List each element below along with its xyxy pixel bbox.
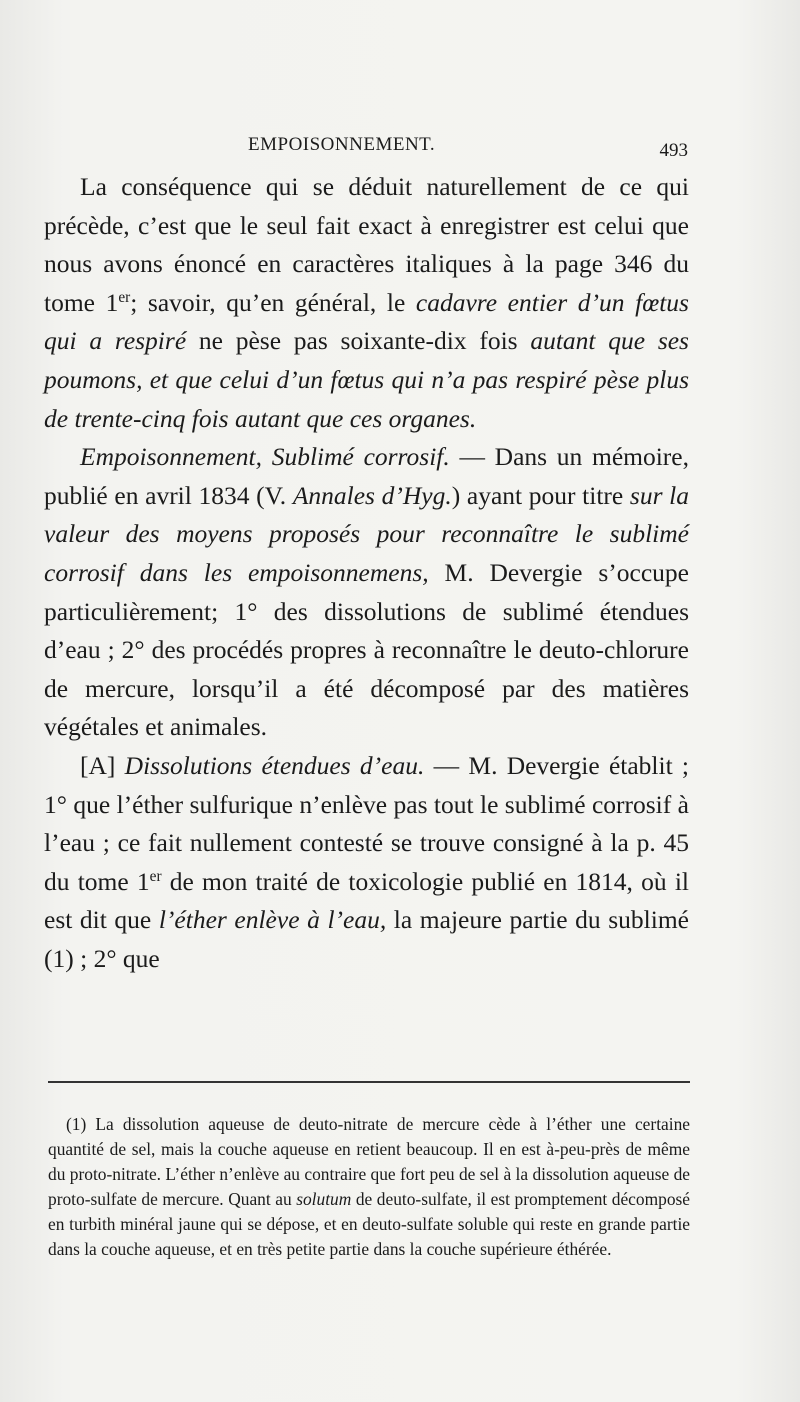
superscript: er [149,867,162,885]
italic-run: autant que ses poumons, et que celui d’un fœtus qui n’a pas respiré pèse plus de trente-cinq fois autant que ces organes. [44,326,689,433]
paragraph-sublime-corrosif [44,438,689,747]
text-run: M. Devergie s’occupe particulièrement; 1° des dissolutions de sublimé étendues d’eau ; 2° des procédés propres à reconnaître le deuto-chlorure de mercure, lorsqu’il a été décomposé par des matières végétales et animales. [44,557,689,742]
italic-run: solutum [296,1189,352,1209]
text-run: — Dans un mémoire, publié en avril 1834 (V. [44,442,689,510]
text-run: ne pèse pas soixante-dix fois [186,326,531,356]
footnote [48,1112,690,1262]
paragraph-conclusion [44,168,689,438]
page-header [48,132,688,164]
body-text [44,168,689,978]
text-run: La conséquence qui se déduit naturellement de ce qui précède, c’est que le seul fait exact à enregistrer est celui que nous avons énoncé en caractères italiques à la page 346 du tome 1 [44,172,689,317]
text-run: de mon traité de toxicologie publié en 1814, où il est dit que [44,866,689,935]
italic-run: cadavre entier d’un fœtus qui a respiré [44,287,689,356]
running-title: EMPOISONNEMENT. [248,134,436,155]
footnote-separator [48,1081,690,1083]
text-run: ) ayant pour titre [451,480,630,510]
section-marker: [A] [80,750,125,780]
italic-run: Annales d’Hyg. [292,480,452,510]
paragraph-dissolutions [44,747,689,979]
footnote-text [48,1112,690,1262]
italic-run: l’éther enlève à l’eau, [158,905,387,935]
page-number: 493 [659,140,688,161]
superscript: er [118,288,131,306]
text-run: la majeure partie du sublimé (1) ; 2° que [44,905,689,973]
text-run: (1) La dissolution aqueuse de deuto-nitrate de mercure cède à l’éther une certaine quantité de sel, mais la couche aqueuse en retient beaucoup. Il en est à-peu-près de même du proto-nitrate. L’éther n’enlève au contraire que fort peu de sel à la dissolution aqueuse de proto-sulfate de mercure. Quant au [48,1114,690,1209]
section-heading: Dissolutions étendues d’eau. [124,750,425,780]
text-run: de deuto-sulfate, il est promptement décomposé en turbith minéral jaune qui se dépose, et en deuto-sulfate soluble qui reste en grande partie dans la couche aqueuse, et en très petite partie dans la couche supérieure éthérée. [48,1189,691,1259]
text-run: — M. Devergie établit ; 1° que l’éther sulfurique n’enlève pas tout le sublimé corrosif à l’eau ; ce fait nullement contesté se trouve consigné à la p. 45 du tome 1 [44,750,690,896]
section-heading: Empoisonnement, Sublimé corrosif. [80,442,450,472]
italic-run: sur la valeur des moyens proposés pour reconnaître le sublimé corrosif dans les empoisonnemens, [44,480,689,587]
text-run: ; savoir, qu’en général, le [130,287,416,317]
